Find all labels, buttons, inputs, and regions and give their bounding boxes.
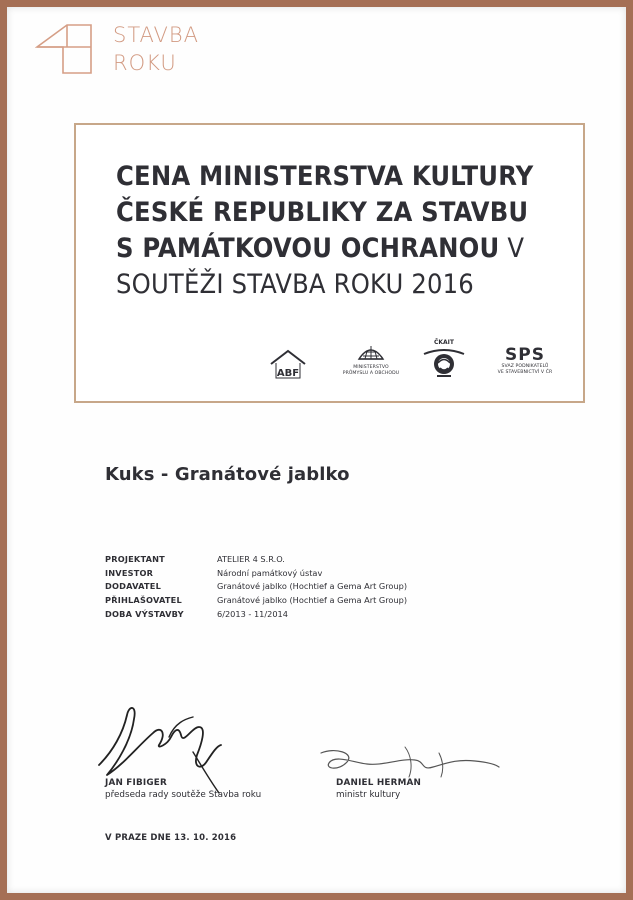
- detail-value-dodavatel: Granátové jablko (Hochtief a Gema Art Group): [217, 581, 408, 592]
- headline-line-3-bold: S PAMÁTKOVOU OCHRANOU: [116, 233, 500, 264]
- stavba-roku-wordmark: [113, 21, 199, 77]
- project-title: Kuks - Granátové jablko: [105, 464, 350, 485]
- headline-line-1: CENA MINISTERSTVA KULTURY: [116, 161, 534, 192]
- signatory-right: [336, 777, 421, 801]
- sps-text-line-2: VE STAVEBNICTVÍ V ČR: [497, 369, 553, 375]
- detail-value-projektant: ATELIER 4 S.R.O.: [217, 554, 285, 564]
- detail-value-investor: Národní památkový ústav: [217, 567, 323, 578]
- detail-row: [105, 567, 465, 581]
- sps-text-line-1: SVAZ PODNIKATELŮ: [501, 364, 549, 369]
- brand-line-1: STAVBA: [113, 23, 200, 47]
- signatory-right-name: DANIEL HERMAN: [336, 778, 422, 788]
- signatory-right-role: ministr kultury: [336, 790, 401, 800]
- sps-text: SPS: [505, 345, 545, 365]
- sponsor-logos: [261, 339, 561, 385]
- detail-row: [105, 608, 465, 622]
- stavba-roku-logo: [35, 19, 215, 79]
- abf-logo: [268, 347, 308, 385]
- sps-logo: [493, 347, 557, 375]
- detail-row: [105, 553, 465, 567]
- award-headline: [116, 159, 576, 303]
- signatory-left-role: předseda rady soutěže Stavba roku: [105, 790, 262, 800]
- abf-text: ABF: [276, 368, 300, 379]
- abf-house-icon: [268, 347, 308, 381]
- award-frame: [74, 123, 585, 403]
- signatory-left-name: JAN FIBIGER: [105, 778, 167, 788]
- detail-label-projektant: PROJEKTANT: [105, 554, 165, 564]
- headline-line-4: SOUTĚŽI STAVBA ROKU 2016: [116, 269, 474, 300]
- mpo-logo: [331, 343, 411, 376]
- detail-label-dodavatel: DODAVATEL: [105, 581, 162, 592]
- mpo-text-line-2: PRŮMYSLU A OBCHODU: [342, 370, 400, 376]
- mpo-globe-icon: [355, 343, 387, 361]
- detail-value-prihlasovatel: Granátové jablko (Hochtief a Gema Art Group): [217, 595, 408, 606]
- detail-label-doba-vystavby: DOBA VÝSTAVBY: [105, 608, 184, 619]
- mpo-text-line-1: MINISTERSTVO: [353, 365, 389, 370]
- detail-value-doba-vystavby: 6/2013 - 11/2014: [217, 608, 288, 619]
- ckait-text: ČKAIT: [433, 339, 455, 346]
- detail-label-investor: INVESTOR: [105, 567, 154, 578]
- certificate-page: [7, 7, 626, 893]
- project-details: [105, 553, 465, 621]
- ckait-emblem-icon: [422, 346, 466, 380]
- signatory-left: [105, 777, 261, 801]
- ckait-logo: [421, 339, 467, 384]
- headline-line-3: [116, 231, 576, 267]
- stavba-roku-logo-icon: [35, 19, 97, 77]
- headline-line-2: ČESKÉ REPUBLIKY ZA STAVBU: [116, 197, 529, 228]
- headline-line-3-light: V: [499, 233, 525, 264]
- issue-date: V PRAZE DNE 13. 10. 2016: [105, 833, 237, 843]
- detail-label-prihlasovatel: PŘIHLAŠOVATEL: [105, 595, 182, 606]
- detail-row: [105, 594, 465, 608]
- brand-line-2: ROKU: [113, 51, 177, 75]
- detail-row: [105, 580, 465, 594]
